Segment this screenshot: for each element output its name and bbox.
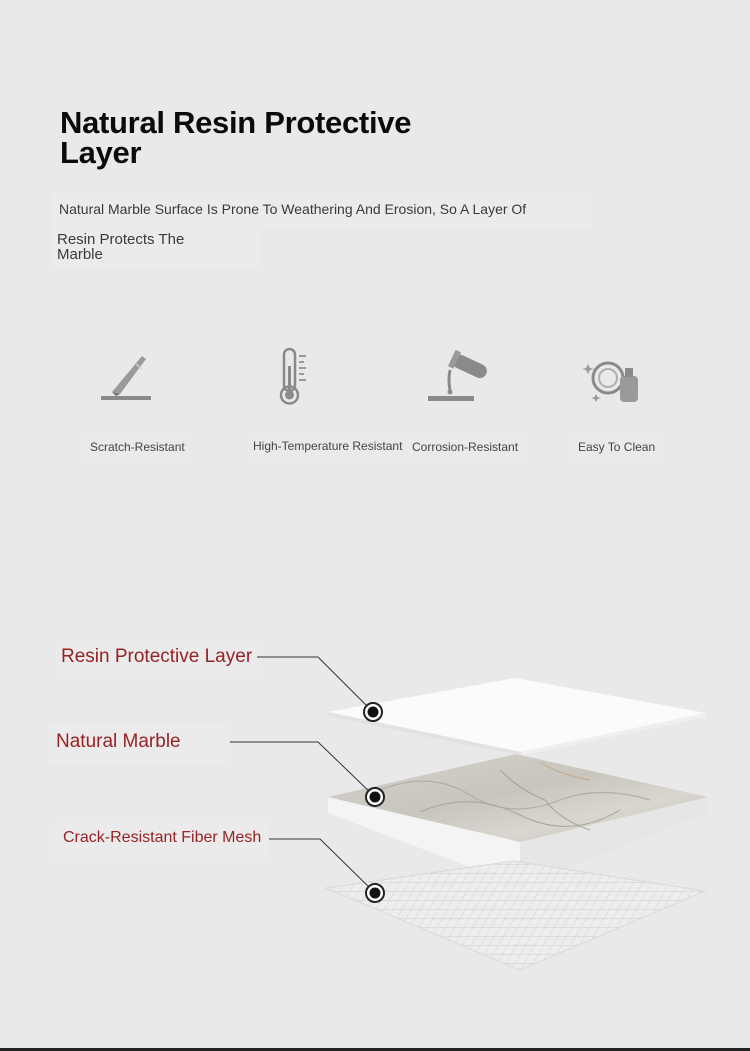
resin-layer-sheet: [328, 678, 706, 752]
leader-line-marble: [230, 742, 375, 797]
fiber-mesh-layer: [326, 861, 705, 970]
description-text-2: Resin Protects The: [57, 231, 185, 248]
marker-dot-marble: [366, 788, 384, 806]
marker-dot-resin: [364, 703, 382, 721]
knife-scratch-icon: [98, 352, 154, 404]
page-title: [60, 105, 480, 170]
feature-label: Scratch-Resistant: [84, 432, 191, 462]
description-text-3: Marble: [57, 246, 103, 263]
test-tube-drip-icon: [424, 350, 494, 406]
feature-label: Corrosion-Resistant: [406, 432, 524, 462]
page-title-line2: Layer: [60, 135, 142, 170]
marker-dot-mesh: [366, 884, 384, 902]
thermometer-icon: [272, 346, 312, 408]
layer-label-mesh: Crack-Resistant Fiber Mesh: [55, 822, 269, 862]
feature-label: Easy To Clean: [572, 432, 661, 462]
layer-label-resin: Resin Protective Layer: [56, 640, 257, 678]
description-block-2: [52, 226, 260, 268]
cleaning-bottle-icon: [582, 354, 644, 408]
feature-label: High-Temperature Resistant: [247, 431, 408, 461]
layer-label-marble: Natural Marble: [48, 725, 230, 765]
page-title-line1: Natural Resin Protective: [60, 105, 412, 140]
description-line1: [52, 193, 592, 229]
description-text-1: Natural Marble Surface Is Prone To Weathering And Erosion, So A Layer Of: [59, 201, 527, 217]
